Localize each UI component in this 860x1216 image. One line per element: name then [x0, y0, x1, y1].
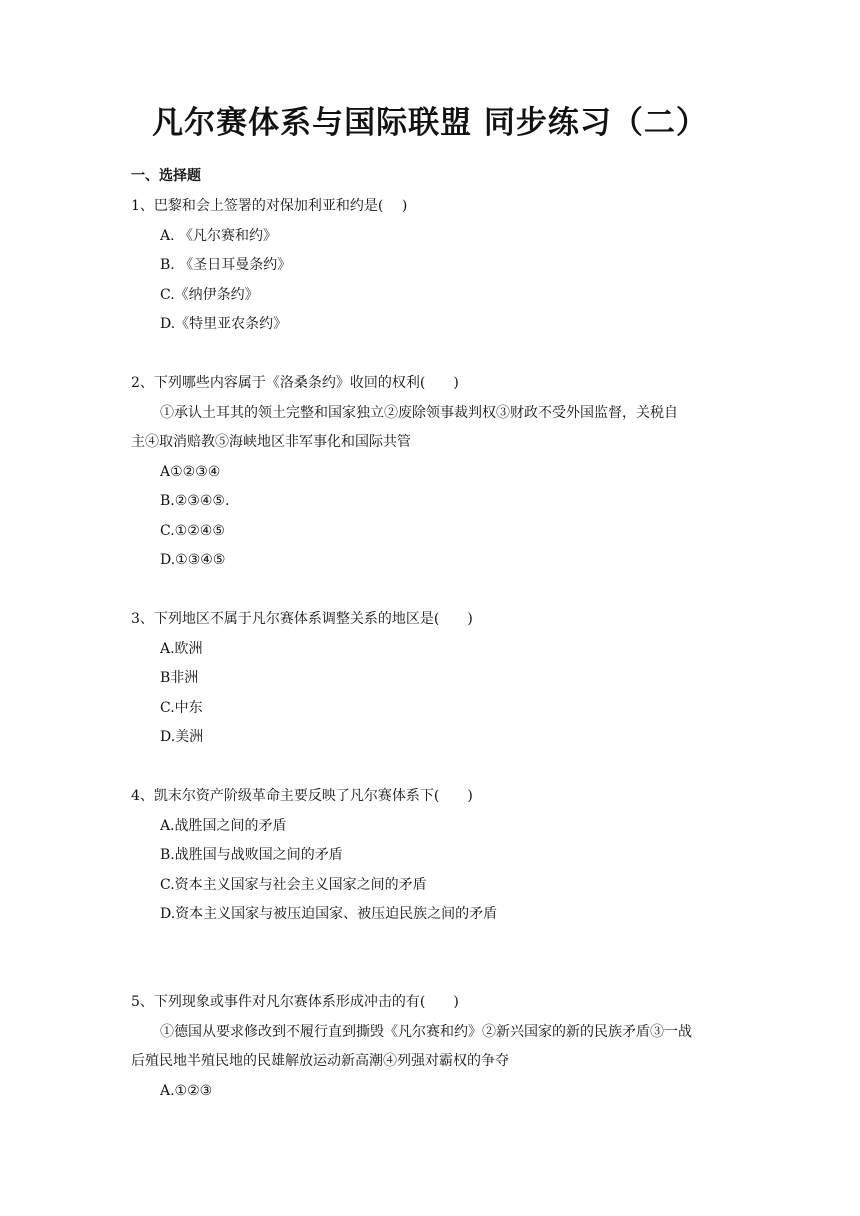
question-5-stem: 5、下列现象或事件对凡尔赛体系形成冲击的有( ) [131, 994, 459, 1010]
question-4-stem: 4、凯末尔资产阶级革命主要反映了凡尔赛体系下( ) [131, 788, 473, 804]
question-2-body-line-2: 主④取消赔教⑤海峡地区非军事化和国际共管 [131, 434, 411, 450]
question-2-option-d: D.①③④⑤ [160, 552, 226, 568]
question-1-option-a: A. 《凡尔赛和约》 [160, 228, 278, 244]
question-4-option-b: B.战胜国与战败国之间的矛盾 [160, 847, 343, 863]
question-2-option-b: B.②③④⑤. [160, 493, 230, 509]
question-1-option-b: B. 《圣日耳曼条约》 [160, 257, 292, 273]
question-2-option-c: C.①②④⑤ [160, 523, 225, 539]
question-4-option-c: C.资本主义国家与社会主义国家之间的矛盾 [160, 877, 427, 893]
question-1-option-d: D.《特里亚农条约》 [160, 316, 288, 332]
section-heading: 一、选择题 [131, 168, 201, 184]
question-3-option-b: B非洲 [160, 670, 199, 686]
question-5-body-line-1: ①德国从要求修改到不履行直到撕毁《凡尔赛和约》②新兴国家的新的民族矛盾③一战 [160, 1024, 692, 1040]
question-5-body-line-2: 后殖民地半殖民地的民雄解放运动新高潮④列强对霸权的争夺 [131, 1053, 509, 1069]
question-3-option-d: D.美洲 [160, 729, 204, 745]
page-title: 凡尔赛体系与国际联盟 同步练习（二） [152, 105, 708, 141]
question-1-option-c: C.《纳伊条约》 [160, 287, 259, 303]
question-1-stem: 1、巴黎和会上签署的对保加利亚和约是( ) [131, 198, 408, 214]
question-3-stem: 3、下列地区不属于凡尔赛体系调整关系的地区是( ) [131, 611, 473, 627]
question-5-option-a: A.①②③ [160, 1083, 213, 1099]
question-3-option-c: C.中东 [160, 700, 203, 716]
question-2-stem: 2、下列哪些内容属于《洛桑条约》收回的权利( ) [131, 375, 459, 391]
question-4-option-a: A.战胜国之间的矛盾 [160, 818, 287, 834]
question-3-option-a: A.欧洲 [160, 641, 203, 657]
question-2-body-line-1: ①承认土耳其的领土完整和国家独立②废除领事裁判权③财政不受外国监督，关税自 [160, 405, 678, 421]
question-4-option-d: D.资本主义国家与被压迫国家、被压迫民族之间的矛盾 [160, 906, 498, 922]
question-2-option-a: A①②③④ [160, 464, 221, 480]
